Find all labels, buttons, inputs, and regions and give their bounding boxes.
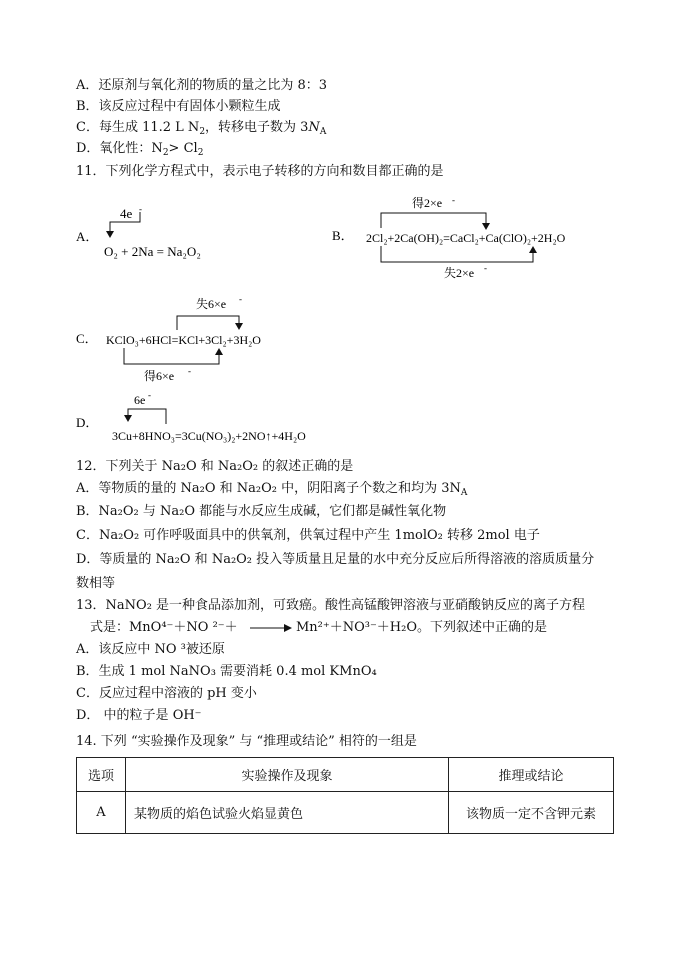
- svg-text:-: -: [484, 263, 487, 273]
- q14-row-option: A: [77, 792, 126, 834]
- q14-header-operation: 实验操作及现象: [126, 758, 449, 792]
- svg-text:-: -: [148, 392, 151, 400]
- q13-stem-line2: 式是：MnO⁴⁻＋NO ²⁻＋ Mn²⁺＋NO³⁻＋H₂O。下列叙述中正确的是: [90, 620, 548, 635]
- q11-stem: 11．下列化学方程式中，表示电子转移的方向和数目都正确的是: [76, 164, 444, 179]
- q12-option-a: A．等物质的量的 Na₂O 和 Na₂O₂ 中，阴阳离子个数之和均为 $3N_A$: [76, 481, 468, 498]
- q11-option-c-diagram: [76, 294, 316, 384]
- q13-option-d: D． 中的粒子是 OH⁻: [76, 708, 202, 723]
- q13-option-b: B．生成 1 mol NaNO₃ 需要消耗 0.4 mol KMnO₄: [76, 664, 377, 679]
- q13-reaction-arrow: [242, 623, 292, 633]
- q12-option-d-line2: 数相等: [76, 576, 116, 591]
- q12-stem: 12．下列关于 Na₂O 和 Na₂O₂ 的叙述正确的是: [76, 459, 354, 474]
- q11-c-equation: KClO₃+6HCl=KCl+3Cl₂+3H₂O: [106, 333, 261, 347]
- q14-row-operation: 某物质的焰色试验火焰显黄色: [126, 792, 449, 834]
- q11-b-top: 得2×e: [412, 196, 443, 210]
- q11-option-d-diagram: [76, 392, 376, 448]
- q11-a-electron: 4e: [120, 206, 133, 221]
- q14-table: [76, 757, 614, 834]
- q10-option-b: B．该反应过程中有固体小颗粒生成: [76, 99, 281, 114]
- q12-option-d-line1: D．等质量的 Na₂O 和 Na₂O₂ 投入等质量且足量的水中充分反应后所得溶液的溶质质量分: [76, 552, 595, 567]
- q11-b-bottom: 失2×e: [444, 266, 475, 280]
- q13-option-a: A．该反应中 NO ³被还原: [76, 642, 225, 657]
- q10-option-a: A．还原剂与氧化剂的物质的量之比为 8：3: [76, 78, 328, 93]
- svg-text:-: -: [188, 366, 191, 376]
- q11-a-label: A．: [76, 229, 99, 244]
- q13-option-c: C．反应过程中溶液的 pH 变小: [76, 686, 257, 701]
- q11-a-arrowhead: [106, 231, 114, 238]
- q12-option-b: B．Na₂O₂ 与 Na₂O 都能与水反应生成碱，它们都是碱性氧化物: [76, 504, 447, 519]
- q14-header-row: [77, 758, 614, 792]
- q14-stem: 14. 下列 “实验操作及现象” 与 “推理或结论” 相符的一组是: [76, 734, 417, 749]
- q14-row-conclusion: 该物质一定不含钾元素: [449, 792, 614, 834]
- q11-b-equation: 2Cl₂+2Ca(OH)₂=CaCl₂+Ca(ClO)₂+2H₂O: [366, 231, 566, 245]
- svg-text:-: -: [139, 204, 142, 214]
- q11-a-equation: O₂ + 2Na = Na₂O₂: [104, 244, 201, 259]
- q12-option-c: C．Na₂O₂ 可作呼吸面具中的供氧剂，供氧过程中产生 1molO₂ 转移 2mol 电子: [76, 528, 540, 543]
- q11-d-equation: 3Cu+8HNO₃=3Cu(NO₃)₂+2NO↑+4H₂O: [112, 429, 306, 443]
- svg-text:-: -: [239, 294, 242, 304]
- q11-d-label: D．: [76, 415, 99, 430]
- svg-text:-: -: [452, 195, 455, 205]
- q13-stem-line1: 13．NaNO₂ 是一种食品添加剂，可致癌。酸性高锰酸钾溶液与亚硝酸钠反应的离子方程: [76, 598, 586, 613]
- table-row: [77, 792, 614, 834]
- q11-c-top: 失6×e: [196, 297, 227, 311]
- q11-c-label: C．: [76, 331, 98, 346]
- q11-option-a-diagram: [76, 198, 266, 268]
- q14-header-conclusion: 推理或结论: [449, 758, 614, 792]
- q11-option-b-diagram: [332, 194, 622, 280]
- q14-header-option: 选项: [77, 758, 126, 792]
- q11-d-electron: 6e: [134, 393, 146, 407]
- q10-option-c: C．每生成 11.2 L $N_2$，转移电子数为 $3N_A$: [76, 120, 327, 137]
- q11-c-bottom: 得6×e: [144, 369, 175, 383]
- q10-option-d: D．氧化性：$N_2> Cl_2$: [76, 141, 204, 158]
- q11-b-label: B．: [332, 228, 354, 243]
